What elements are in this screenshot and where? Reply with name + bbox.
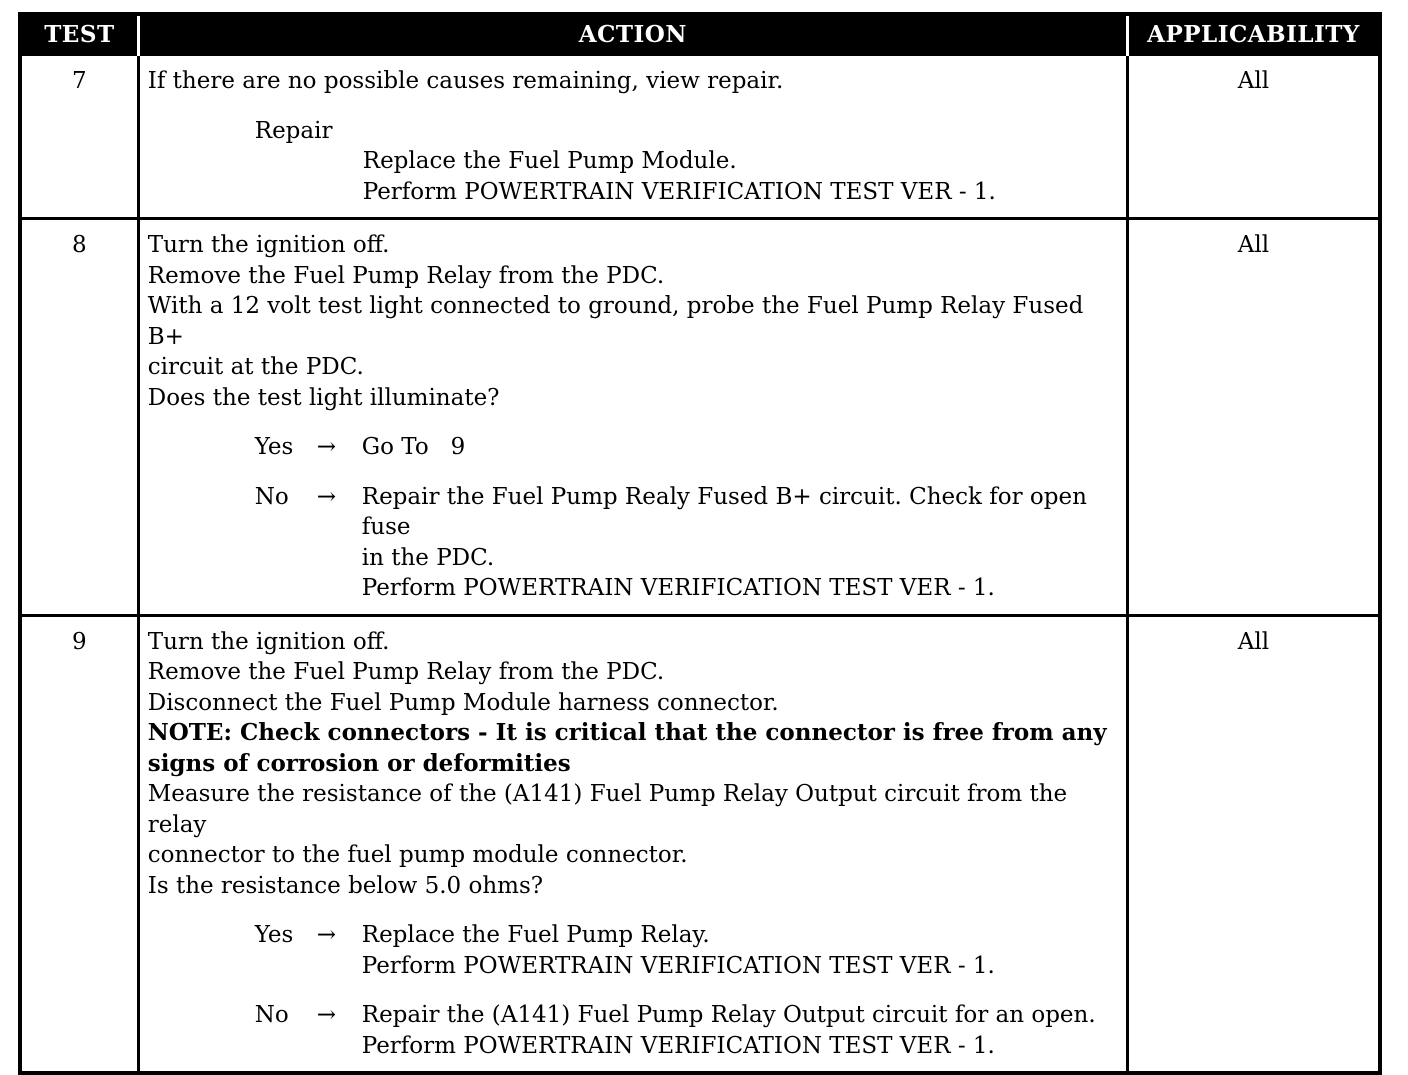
action-line: Is the resistance below 5.0 ohms? (147, 872, 544, 899)
table-row (20, 615, 1380, 1073)
action-line: Turn the ignition off. (147, 628, 390, 655)
no-line: Perform POWERTRAIN VERIFICATION TEST VER - 1. (361, 1032, 995, 1059)
action-line: Turn the ignition off. (147, 232, 390, 258)
arrow-right-icon: → (316, 922, 337, 948)
note-line: NOTE: Check connectors - It is critical that the connector is free from any (147, 719, 1107, 746)
action-line: Remove the Fuel Pump Relay from the PDC. (147, 659, 665, 685)
action-line: Remove the Fuel Pump Relay from the PDC. (147, 262, 665, 289)
note-line: signs of corrosion or deformities (147, 749, 571, 777)
header-row (20, 14, 1380, 55)
yes-label: Yes (254, 434, 294, 460)
test-number: 8 (20, 219, 138, 616)
no-line: Repair the Fuel Pump Realy Fused B+ circuit. Check for open fuse (361, 483, 1095, 540)
header-applicability: APPLICABILITY (1127, 14, 1380, 55)
arrow-right-icon: → (316, 434, 337, 460)
no-label: No (254, 483, 289, 510)
repair-label: Repair (254, 117, 333, 144)
arrow-right-icon: → (316, 483, 337, 510)
diagnostic-test-table (18, 12, 1382, 1075)
yes-line: Replace the Fuel Pump Relay. (361, 922, 710, 948)
action-cell (138, 615, 1127, 1073)
action-cell (138, 55, 1127, 219)
header-action: ACTION (138, 14, 1127, 55)
test-number: 7 (20, 55, 138, 219)
no-label: No (254, 1002, 289, 1028)
applicability-value: All (1127, 615, 1380, 1073)
action-line: Measure the resistance of the (A141) Fuel Pump Relay Output circuit from the relay (147, 781, 1075, 838)
action-line: If there are no possible causes remaining, view repair. (147, 68, 784, 94)
action-line: circuit at the PDC. (147, 354, 364, 380)
yes-result (148, 920, 1120, 981)
table-row (20, 55, 1380, 219)
action-line: Disconnect the Fuel Pump Module harness connector. (147, 689, 779, 716)
no-result (148, 1000, 1120, 1061)
test-number: 9 (20, 615, 138, 1073)
yes-result (148, 432, 1120, 463)
action-line: With a 12 volt test light connected to ground, probe the Fuel Pump Relay Fused B+ (147, 293, 1091, 350)
yes-line: Perform POWERTRAIN VERIFICATION TEST VER - 1. (361, 952, 995, 979)
no-line: in the PDC. (361, 544, 495, 571)
action-cell (138, 219, 1127, 616)
applicability-value: All (1127, 219, 1380, 616)
arrow-right-icon: → (316, 1002, 337, 1028)
yes-label: Yes (254, 922, 294, 948)
repair-line: Replace the Fuel Pump Module. (362, 148, 737, 174)
no-line: Repair the (A141) Fuel Pump Relay Output circuit for an open. (361, 1002, 1096, 1028)
table-row (20, 219, 1380, 616)
yes-line: Go To 9 (361, 434, 466, 460)
action-line: Does the test light illuminate? (147, 384, 500, 411)
header-test: TEST (20, 14, 138, 55)
repair-line: Perform POWERTRAIN VERIFICATION TEST VER - 1. (362, 178, 996, 205)
applicability-value: All (1127, 55, 1380, 219)
no-result (148, 482, 1120, 604)
no-line: Perform POWERTRAIN VERIFICATION TEST VER - 1. (361, 575, 995, 601)
action-line: connector to the fuel pump module connector. (147, 842, 688, 868)
